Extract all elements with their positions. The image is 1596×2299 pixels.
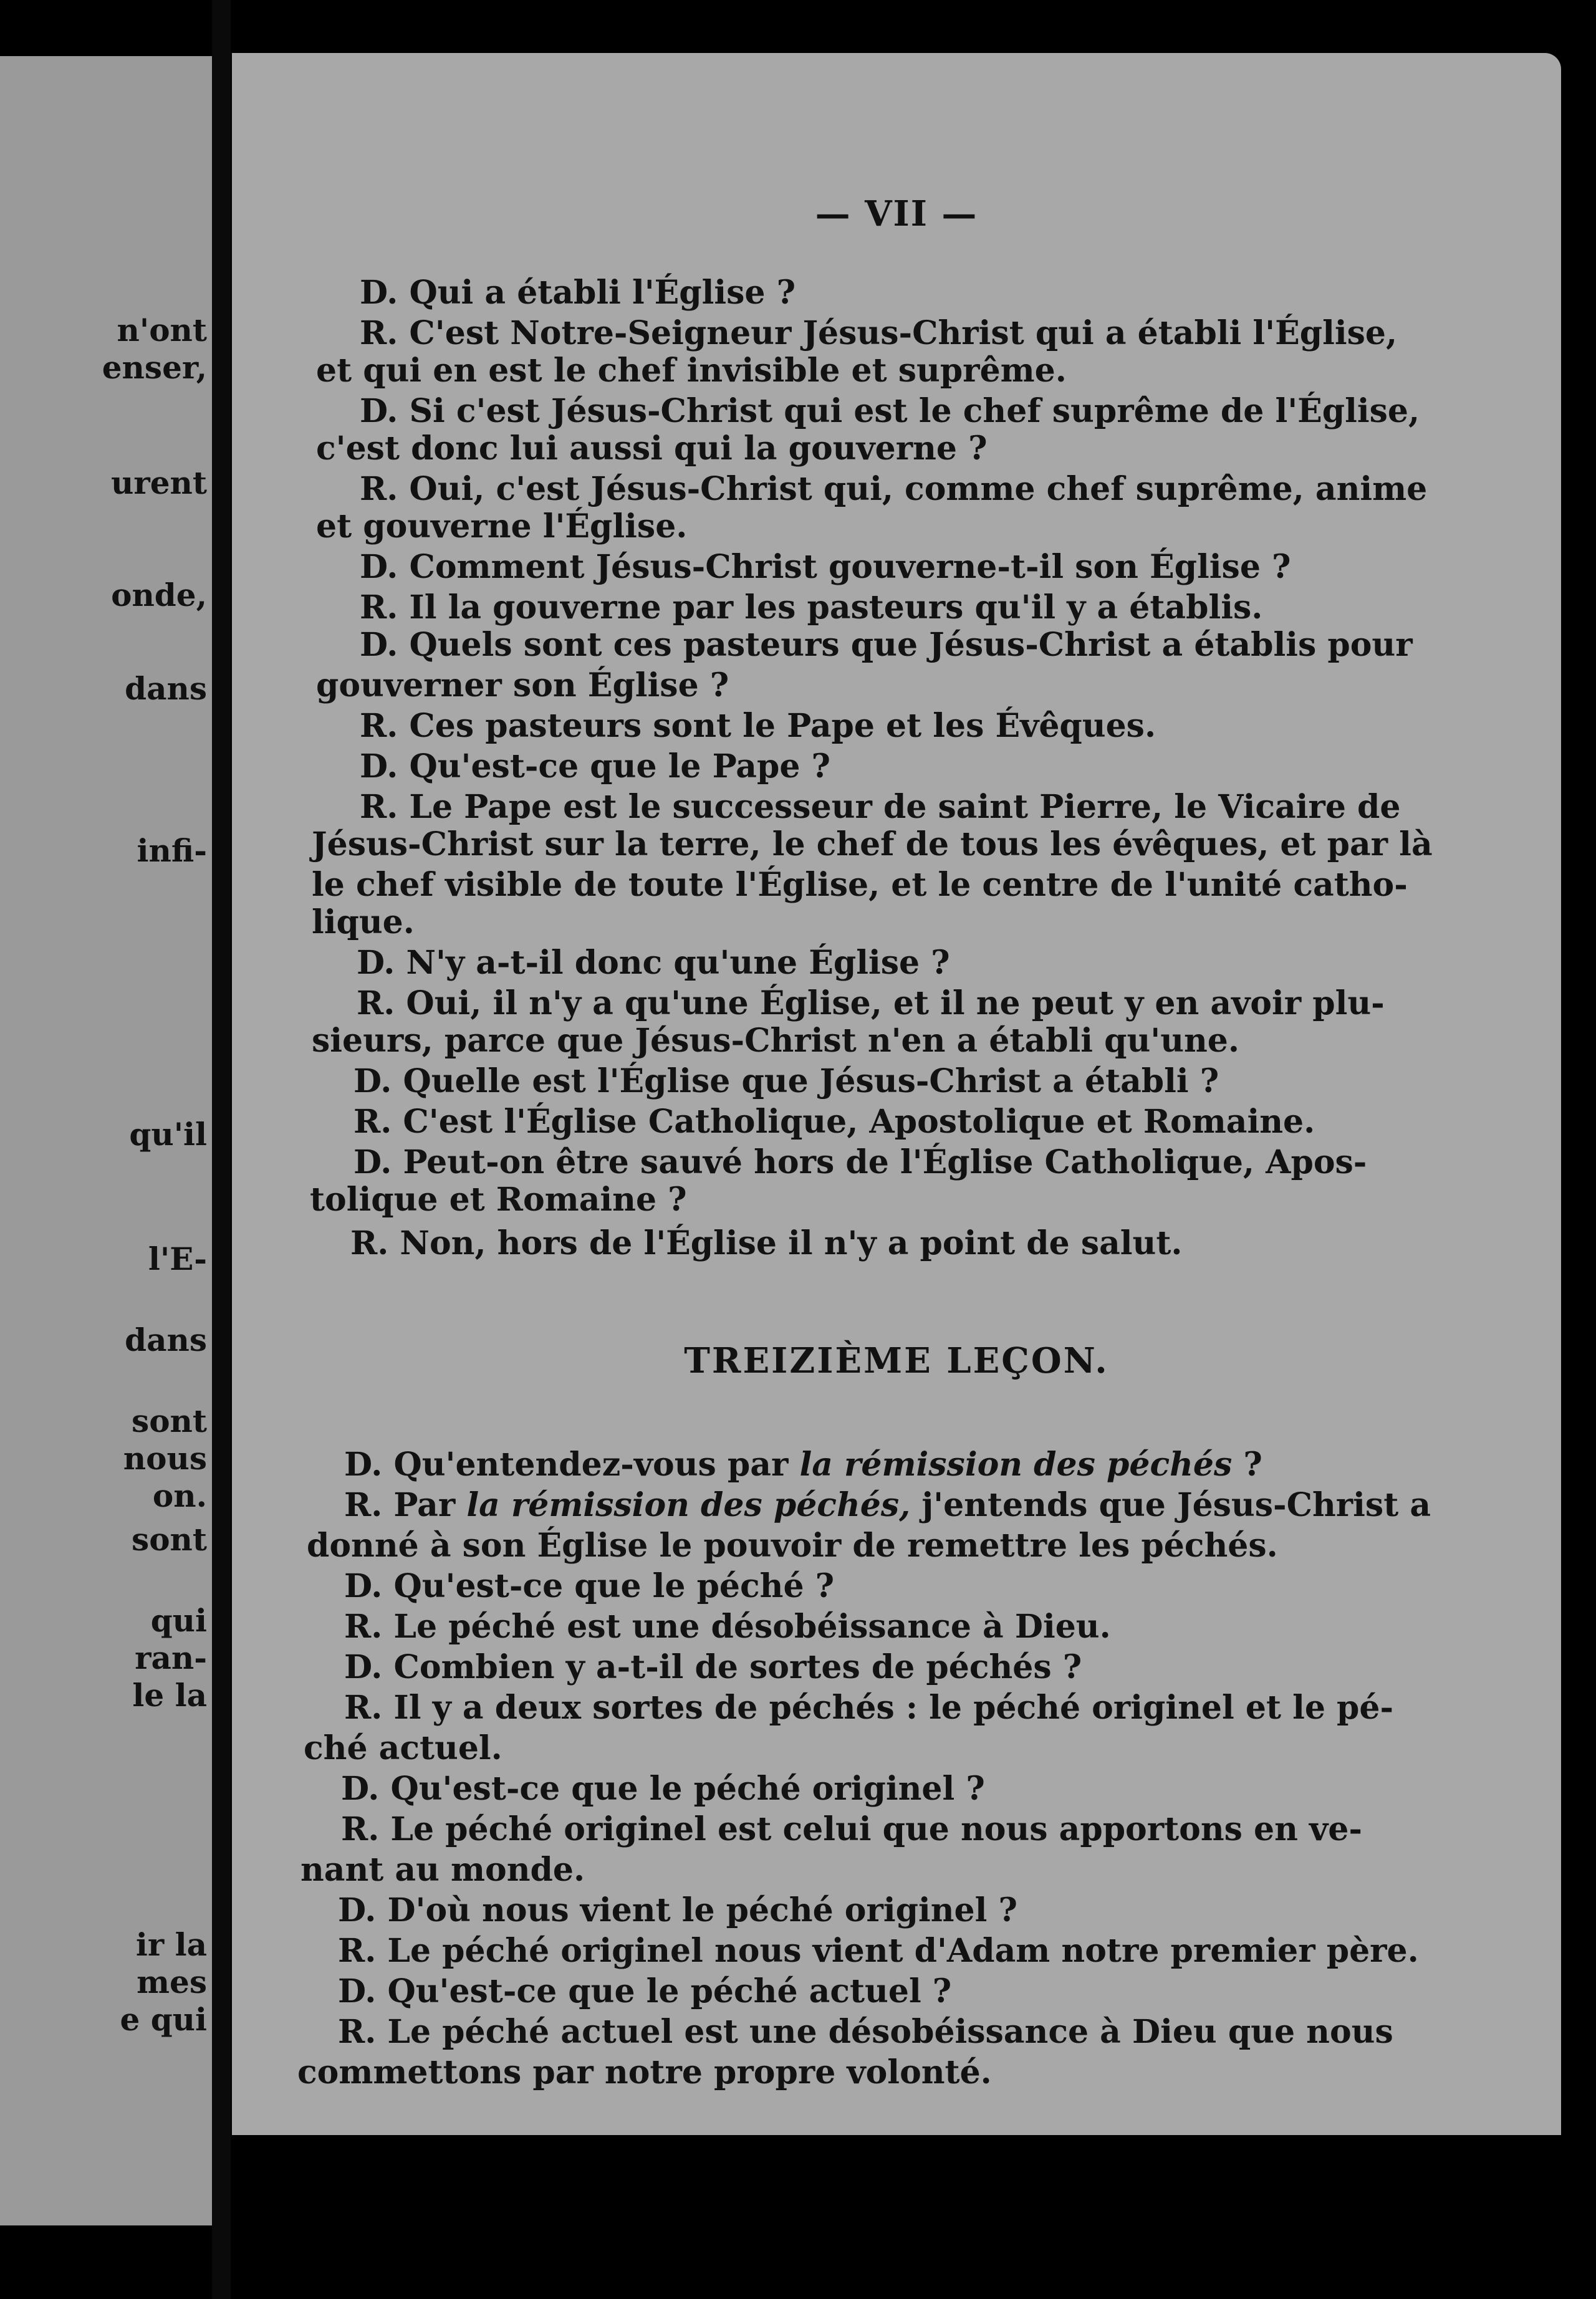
text-line (344, 1446, 1262, 1484)
left-page-fragment (0, 56, 212, 2225)
text-line: D. D'où nous vient le péché originel ? (338, 1891, 1017, 1929)
text-line: R. Le péché originel est celui que nous apportons en ve- (341, 1810, 1362, 1848)
text-line: ché actuel. (304, 1729, 502, 1767)
text-line: gouverner son Église ? (316, 666, 729, 704)
page-gutter (212, 0, 231, 2299)
text-segment: R. Par (344, 1486, 467, 1524)
text-line: R. C'est Notre-Seigneur Jésus-Christ qui a établi l'Église, (360, 314, 1398, 352)
left-fragment-line: sont (132, 1521, 207, 1558)
left-fragment-line: qui (150, 1602, 207, 1639)
text-segment: j'entends que Jésus-Christ a (910, 1486, 1431, 1524)
text-line: R. C'est l'Église Catholique, Apostolique et Romaine. (353, 1103, 1315, 1141)
text-line: D. Quels sont ces pasteurs que Jésus-Christ a établis pour (360, 626, 1413, 664)
text-line: lique. (312, 903, 415, 941)
left-fragment-line: nous (123, 1440, 207, 1477)
text-line: R. Le péché est une désobéissance à Dieu. (344, 1608, 1111, 1646)
text-line: D. Comment Jésus-Christ gouverne-t-il son Église ? (360, 548, 1291, 586)
left-fragment-line: on. (152, 1477, 207, 1514)
left-fragment-line: ir la (135, 1926, 207, 1963)
text-line: R. Le péché actuel est une désobéissance à Dieu que nous (338, 2013, 1393, 2051)
text-line: R. Oui, il n'y a qu'une Église, et il ne peut y en avoir plu- (357, 984, 1385, 1022)
left-fragment-line: enser, (102, 349, 207, 386)
text-line: D. Si c'est Jésus-Christ qui est le chef suprême de l'Église, (360, 392, 1420, 430)
left-fragment-line: infi- (137, 832, 207, 869)
page-number: — VII — (815, 193, 978, 234)
text-line: sieurs, parce que Jésus-Christ n'en a établi qu'une. (312, 1022, 1239, 1060)
left-fragment-line: e qui (120, 2001, 207, 2038)
left-fragment-line: n'ont (117, 312, 207, 348)
left-fragment-line: qu'il (129, 1116, 207, 1153)
text-line: R. Le Pape est le successeur de saint Pierre, le Vicaire de (360, 788, 1401, 826)
text-line: R. Ces pasteurs sont le Pape et les Évêques. (360, 707, 1156, 745)
text-segment: ? (1232, 1446, 1262, 1484)
book-page (232, 53, 1561, 2135)
text-line: c'est donc lui aussi qui la gouverne ? (316, 430, 988, 468)
text-line: D. Qui a établi l'Église ? (360, 274, 796, 312)
text-line: D. N'y a-t-il donc qu'une Église ? (357, 944, 950, 982)
text-line: D. Qu'est-ce que le péché ? (344, 1567, 835, 1605)
text-line: tolique et Romaine ? (310, 1181, 687, 1219)
text-line (344, 1487, 1431, 1524)
text-line: R. Oui, c'est Jésus-Christ qui, comme chef suprême, anime (360, 470, 1428, 508)
text-line: D. Qu'est-ce que le péché actuel ? (338, 1972, 952, 2010)
text-line: donné à son Église le pouvoir de remettre les péchés. (307, 1527, 1278, 1565)
text-line: R. Non, hors de l'Église il n'y a point de salut. (350, 1224, 1183, 1262)
left-fragment-line: sont (132, 1403, 207, 1439)
left-fragment-line: dans (125, 1322, 207, 1358)
text-line: D. Qu'est-ce que le Pape ? (360, 747, 830, 785)
text-line: le chef visible de toute l'Église, et le centre de l'unité catho- (312, 866, 1408, 904)
text-line: R. Il la gouverne par les pasteurs qu'il y a établis. (360, 588, 1263, 626)
text-segment: D. Qu'entendez-vous par (344, 1446, 800, 1484)
left-fragment-line: l'E- (148, 1241, 207, 1277)
italic-term: la rémission des péchés, (466, 1486, 911, 1524)
text-line: R. Il y a deux sortes de péchés : le péché originel et le pé- (344, 1689, 1394, 1727)
section-heading: TREIZIÈME LEÇON. (684, 1340, 1109, 1381)
text-line: Jésus-Christ sur la terre, le chef de tous les évêques, et par là (312, 825, 1433, 863)
italic-term: la rémission des péchés (799, 1446, 1233, 1484)
left-fragment-line: le la (132, 1677, 207, 1714)
left-fragment-line: ran- (135, 1639, 207, 1676)
text-line: D. Combien y a-t-il de sortes de péchés ? (344, 1648, 1082, 1686)
text-line: D. Qu'est-ce que le péché originel ? (341, 1770, 985, 1808)
left-fragment-line: dans (125, 670, 207, 707)
left-fragment-line: onde, (111, 577, 207, 613)
text-line: D. Quelle est l'Église que Jésus-Christ a établi ? (353, 1062, 1219, 1100)
text-line: nant au monde. (300, 1851, 585, 1889)
text-line: et qui en est le chef invisible et suprême. (316, 352, 1067, 390)
text-line: et gouverne l'Église. (316, 507, 688, 545)
text-line: R. Le péché originel nous vient d'Adam notre premier père. (338, 1932, 1419, 1970)
left-fragment-line: mes (137, 1964, 207, 2000)
text-line: commettons par notre propre volonté. (297, 2053, 992, 2091)
left-fragment-line: urent (111, 464, 207, 501)
text-line: D. Peut-on être sauvé hors de l'Église Catholique, Apos- (353, 1143, 1367, 1181)
